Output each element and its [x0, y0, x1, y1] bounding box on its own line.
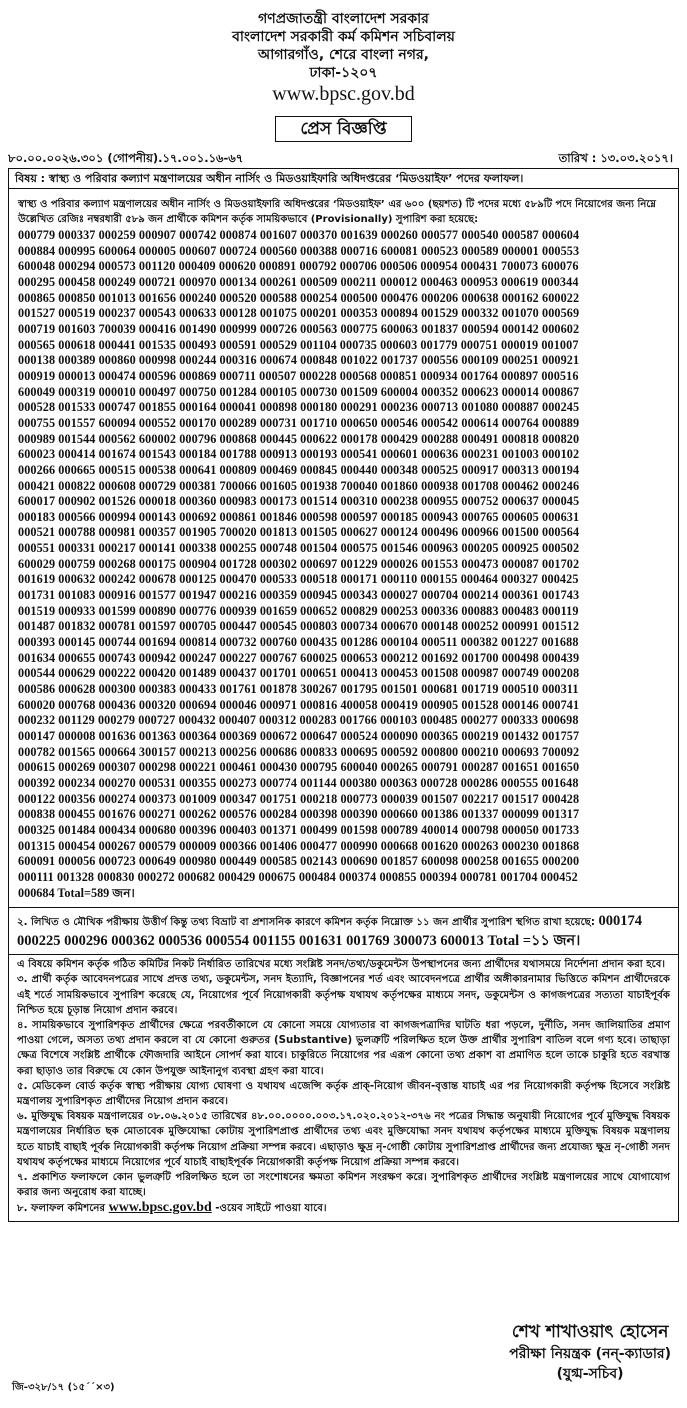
press-release-page [0, 10, 687, 1408]
footer-code: জি-৩২৮/১৭ (১৫´´×৩) [12, 1382, 115, 1393]
code-row: 001527 000519 000237 000543 000633 000128 001075 000201 000353 000894 001529 000332 001070 000569 [18, 306, 580, 321]
code-row: 001634 000655 000743 000942 000247 000227 000767 600025 000653 000212 001692 001700 000498 000439 [18, 650, 580, 665]
code-row: 000138 000389 000860 000998 000244 000316 000674 000848 001022 001737 000556 000109 000251 000921 [18, 353, 580, 368]
commission-name: বাংলাদেশ সরকারী কর্ম কমিশন সচিবালয় [232, 29, 455, 45]
code-row: 000111 001328 000830 000272 000682 000429 000675 000484 000374 000855 000394 000781 001704 000452 [18, 869, 578, 884]
code-row: 000266 000665 000515 000538 000641 000809 000469 000845 000440 000348 000525 000917 000313 000194 [18, 462, 580, 477]
results-box [8, 189, 679, 908]
address-line: আগারগাঁও, শেরে বাংলা নগর, [258, 47, 429, 63]
paragraph-6: ৬. মুক্তিযুদ্ধ বিষয়ক মন্ত্রণালয়ের ০৮.০৬.২০১৫ তারিখের ৪৮.০০.০০০০.০০৩.১৭.০২০.২০১২-৩৭৬ নং পত্রের সিদ্ধান্ত অনুযায়ী নিয়োগের পূর্বে মুক্তিযুদ্ধ বিষয়ক মন্ত্রণালয়ের নির্ধারিত ছক মোতাবেক মুক্তিযোদ্ধা কোটায় সুপারিশপ্রাপ্ত প্রার্থীদের তথ্য এবং মুক্তিযোদ্ধা সনদ যথাযথ কর্তৃপক্ষের মাধ্যমে মুক্তিযুদ্ধ বিষয়ক মন্ত্রণালয় হতে যাচাই বাছাই পূর্বক নিয়োগকারী কর্তৃপক্ষ নিয়োগ প্রক্রিয়া সম্পন্ন করবে। এছাড়াও ক্ষুদ্র নৃ-গোষ্ঠী কোটায় সুপারিশপ্রাপ্ত প্রার্থীদের জন্য প্রযোজ্য ক্ষুদ্র নৃ-গোষ্ঠী সনদ যথাযথ কর্তৃপক্ষের মাধ্যমে নিয়োগের পূর্বে যাচাই বাছাইপূর্বক নিয়োগকারী কর্তৃপক্ষ নিয়োগ প্রক্রিয়া সম্পন্ন করবে। [17, 1111, 670, 1168]
paragraph-7: ৭. প্রকাশিত ফলাফলে কোন ভুলত্রুটি পরিলক্ষিত হলে তা সংশোধনের ক্ষমতা কমিশন সংরক্ষণ করে। সুপারিশকৃত প্রার্থীদের সংশ্লিষ্ট মন্ত্রণালয়ের সাথে যোগাযোগ করার জন্য অনুরোধ করা যাচ্ছে। [17, 1172, 670, 1199]
code-row: 600023 000414 001674 001543 000184 001788 000913 000193 000541 000601 000636 000231 001003 000102 [18, 447, 580, 462]
memo-line [8, 150, 673, 166]
signature-block [509, 1320, 671, 1384]
code-row: 001519 000933 001599 000890 000776 000939 001659 000652 000829 000253 000336 000883 000483 000119 [18, 603, 579, 618]
code-row: 000779 000337 000259 000907 000742 000874 001607 000370 001639 000260 000577 000540 000587 000604 [18, 228, 580, 242]
code-row: 000521 000788 000981 000357 001905 700020 001813 001505 000627 000124 000496 000966 001500 000564 [18, 525, 580, 540]
code-row: 000393 000145 000744 001694 000814 000732 000760 000435 001286 000104 000511 000382 001227 001688 [18, 635, 579, 650]
signatory-rank: (যুগ্ম-সচিব) [556, 1366, 624, 1382]
code-row: 000919 000013 000474 000596 000869 000711 000507 000228 000568 000851 000934 001764 000897 000516 [18, 368, 579, 383]
code-row: 000232 001129 000279 000727 000432 000407 000312 000283 001766 000103 000485 000277 000333 000698 [18, 713, 579, 728]
code-row: 000392 000234 000270 000531 000355 000273 000774 001144 000380 000363 000728 000286 000555 001648 [18, 775, 579, 790]
code-row: 001315 000454 000267 000579 000009 000366 001406 000477 000990 000668 001620 000263 000230 001868 [18, 838, 580, 853]
code-row: 000421 000822 000608 000729 000381 700066 001605 001938 700040 001860 000938 001708 000462 000246 [18, 478, 580, 493]
code-row: 000755 001557 600094 000552 000170 000289 000731 001710 000650 000546 000542 000614 000764 000889 [18, 415, 580, 430]
paragraph-8-suffix: -ওয়েব সাইটে পাওয়া যাবে। [215, 1203, 327, 1215]
paragraph-5: ৫. মেডিকেল বোর্ড কর্তৃক স্বাস্থ্য পরীক্ষায় যোগ্য ঘোষণা ও যথাযথ এজেন্সি কর্তৃক প্রাক্-নিয়োগ জীবন-বৃত্তান্ত যাচাই এর পর নিয়োগকারী কর্তৃপক্ষ হিসেবে সংশ্লিষ্ট মন্ত্রণালয় সুপারিশকৃত প্রার্থীদের নিয়োগ প্রদান করবে। [17, 1080, 670, 1107]
code-row: 000295 000458 000249 000721 000970 000134 000261 000509 000211 000012 000463 000953 000619 000344 [18, 274, 579, 289]
code-row: 000586 000628 000300 000383 000433 001761 001878 300267 001795 001501 000681 001719 000510 000311 [18, 682, 579, 697]
code-row: 600017 000902 001526 000018 000360 000983 000173 001514 000310 000238 000955 000752 000637 000045 [18, 494, 580, 509]
code-row: 600091 000056 000723 000649 000980 000449 000585 002143 000690 001857 600098 000258 001655 000200 [18, 854, 580, 869]
code-row: 000551 000331 000217 000141 000338 000255 000748 001504 000575 001546 000963 000205 000925 000502 [18, 541, 580, 556]
code-row: 001487 001832 000781 001597 000705 000447 000545 000803 000734 000670 000148 000252 000991 001512 [18, 619, 580, 634]
code-row: 600049 000319 000010 000497 000750 001284 000105 000730 001509 600004 000352 000623 000014 000867 [18, 384, 580, 399]
letterhead [0, 10, 687, 106]
code-row: 600020 000768 000436 000320 000694 000046 000971 000816 400058 000419 000905 001528 000146 000741 [18, 697, 580, 712]
code-row: 000565 000618 000441 001535 000493 000591 000529 001104 000735 000603 001779 000751 000019 001007 [18, 337, 579, 352]
code-row: 000183 000566 000994 000143 000692 000861 001846 000598 000597 000185 000943 000765 000605 000631 [18, 509, 580, 524]
result-website-link[interactable]: www.bpsc.gov.bd [108, 1200, 212, 1216]
memo-date: তারিখ : ১৩.০৩.২০১৭। [558, 151, 673, 165]
results-intro: স্বাস্থ্য ও পরিবার কল্যাণ মন্ত্রণালয়ের অধীন নার্সিং ও মিডওয়াইফারি অধিদপ্তরের ‘মিডওয়াইফ’ এর ৬০০ (ছয়শত) টি পদের মধ্যে ৫৮৯টি পদে নিয়োগের জন্য নিম্নে উল্লেখিত রেজিঃ নম্বরধারী ৫৮৯ জন প্রার্থীকে কমিশন কর্তৃক সাময়িকভাবে (Provisionally) সুপারিশ করা হয়েছে: [18, 199, 656, 225]
paragraph-4: ৪. সাময়িকভাবে সুপারিশকৃত প্রার্থীদের ক্ষেত্রে পরবর্তীকালে যে কোনো সময়ে যোগ্যতার বা কাগজপত্রাদির ঘাটতি ধরা পড়লে, দুর্নীতি, সনদ জালিয়াতির প্রমাণ পাওয়া গেলে, অসত্য তথ্য প্রদান করলে বা যে কোনো গুরুতর (Substantive) ভুলত্রুটি পরিলক্ষিত হলে উক্ত প্রার্থীর সুপারিশ বাতিল বলে গণ্য হবে। তাছাড়া ক্ষেত্র বিশেষে সংশ্লিষ্ট প্রার্থীকে ফৌজদারি আইনে সোপর্দ করা যাবে। চাকুরিতে নিয়োগের পর এরূপ কোনো তথ্য প্রকাশ বা প্রমাণিত হলে তাকে চাকুরি হতে বরখাস্ত করা ছাড়াও তার বিরুদ্ধে যে কোন উপযুক্ত আইনানুগ ব্যবস্থা গ্রহণ করা যাবে। [17, 1019, 670, 1077]
code-row: 600029 000759 000268 000175 000904 001728 000302 000697 001229 000026 001553 000473 000087 001702 [18, 556, 580, 571]
committee-paragraph: এ বিষয়ে কমিশন কর্তৃক গঠিত কমিটির নিকট নির্ধারিত তারিখের মধ্যে সংশ্লিষ্ট সনদ/তথ্য/ডকুমেন্টস উপস্থাপনের জন্য প্রার্থীদের যথাসময়ে নির্দেশনা প্রদান করা হবে। [17, 959, 666, 971]
paragraph-8 [17, 1200, 670, 1216]
code-row: 000544 000629 000222 000420 001489 000437 001701 000651 000413 000453 001508 000987 000749 000208 [18, 666, 580, 681]
withheld-text: ২. লিখিত ও মৌখিক পরীক্ষায় উত্তীর্ণ কিন্তু তথ্য বিভ্রাট বা প্রশাসনিক কারণে কমিশন কর্তৃক নিম্নোক্ত ১১ জন প্রার্থীর সুপারিশ স্থগিত রাখা হয়েছে: [17, 917, 595, 929]
code-row: 000122 000356 000274 000373 001009 000347 001751 000218 000773 000039 001507 002217 001517 000428 [18, 791, 580, 806]
code-row: 000989 001544 000562 600002 000796 000868 000445 000622 000178 000429 000288 000491 000818 000820 [18, 431, 580, 446]
code-row: 000147 000008 001636 001363 000364 000369 000672 000647 000524 000090 000365 000219 001432 001757 [18, 729, 580, 743]
subject-line: বিষয় : স্বাস্থ্য ও পরিবার কল্যাণ মন্ত্রণালয়ের অধীন নার্সিং ও মিডওয়াইফারি অধিদপ্তরের ‘মিডওয়াইফ’ পদের ফলাফল। [8, 168, 679, 189]
page-title: প্রেস বিজ্ঞপ্তি [275, 116, 412, 142]
paragraph-8-prefix: ৮. ফলাফল কমিশনের [17, 1203, 106, 1215]
withheld-paragraph [8, 908, 679, 955]
code-row: 600048 000294 000573 001120 000409 000620 000891 000792 000706 000506 000954 000431 700073 600076 [18, 259, 579, 274]
code-row: 000884 000995 600064 000005 000607 000724 000560 000388 000716 600081 000523 000589 000001 000553 [18, 243, 580, 258]
code-row: 000782 001565 000664 300157 000213 000256 000686 000833 000695 000592 000800 000210 000693 700092 [18, 744, 580, 759]
registration-code-list [18, 228, 669, 886]
code-row: 000719 001603 700039 000416 001490 000999 000726 000563 000775 600063 001837 000594 000142 000602 [18, 321, 580, 336]
signatory-title: পরীক্ষা নিয়ন্ত্রক (নন্-ক্যাডার) [509, 1346, 671, 1362]
code-row: 000528 001533 000747 001855 000164 000041 000898 000180 000291 000236 000713 001080 000887 000245 [18, 400, 580, 415]
paragraph-3: ৩. প্রার্থী কর্তৃক আবেদনপত্রের সাথে প্রদত্ত তথ্য, ডকুমেন্টস, সনদ ইত্যাদি, বিজ্ঞাপনের শর্ত এবং আবেদনপত্রে প্রার্থীর অঙ্গীকারনামার ভিত্তিতে কমিশন প্রার্থীদেরকে এই শর্তে সাময়িকভাবে সুপারিশ করেছে যে, নিয়োগের পূর্বে নিয়োগকারী কর্তৃপক্ষ যথাযথ কর্তৃপক্ষের মাধ্যমে সনদ, ডকুমেন্টস ও কাগজপত্রের সত্যতা যাচাইপূর্বক নিশ্চিত হয়ে চূড়ান্ত নিয়োগ প্রদান করবে। [17, 974, 670, 1016]
code-row: 001619 000632 000242 000678 000125 000470 000533 000518 000171 000110 000155 000464 000327 000425 [18, 572, 579, 587]
website-link[interactable]: www.bpsc.gov.bd [272, 83, 415, 105]
conditions-section [8, 955, 679, 1221]
gov-name: গণপ্রজাতন্ত্রী বাংলাদেশ সরকার [258, 11, 429, 27]
city-line: ঢাকা-১২০৭ [309, 65, 378, 81]
withheld-codes: 000174 000225 000296 000362 000536 000554 001155 001631 001769 300073 600013 Total =১১ জন। [17, 913, 642, 950]
code-row: 000615 000269 000307 000298 000221 000461 000430 000795 600040 000265 000791 000287 001651 001650 [18, 760, 580, 775]
code-row: 000325 001484 000434 000680 000396 000403 001371 000499 001598 000789 400014 000798 000050 001733 [18, 822, 580, 837]
codes-total: 000684 Total=589 জন। [18, 885, 135, 900]
code-row: 000838 000455 001676 000271 000262 000576 000284 000398 000390 000660 001386 001337 000099 001317 [18, 807, 580, 822]
signatory-name: শেখ শাখাওয়াৎ হোসেন [511, 1322, 669, 1342]
code-row: 000865 000850 001013 001656 000240 000520 000588 000254 000500 000476 000206 000638 000162 600022 [18, 290, 580, 305]
memo-number: ৮০.০০.০০২৬.৩০১ (গোপনীয়).১৭.০০১.১৬-৬৭ [8, 151, 244, 165]
code-row: 001731 001083 000916 001577 001947 000216 000359 000945 000343 000027 000704 000214 000361 001743 [18, 588, 580, 603]
